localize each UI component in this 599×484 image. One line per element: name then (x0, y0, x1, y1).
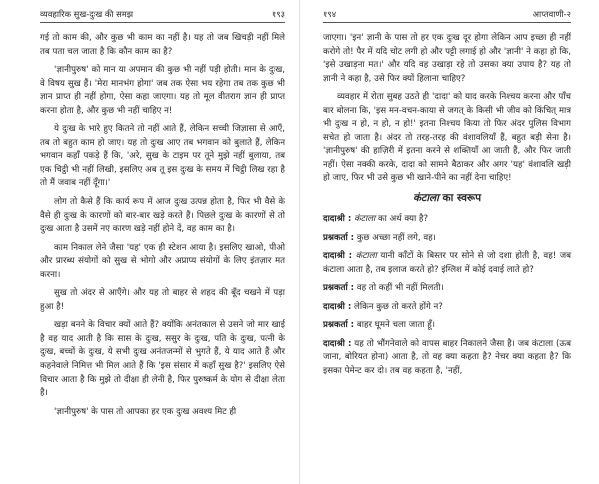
left-paragraph: सुख तो अंदर से आएँगे। और यह तो बाहर से शहद की बूँद चखने में पड़ा हुआ है! (40, 288, 285, 312)
dialogue-text: लेकिन कुछ तो करते होंगे न? (351, 301, 443, 312)
left-paragraph: काम निकाल लेने जैसा 'यह' एक ही स्टेशन आया है। इसलिए खाओ, पीओ और प्रारब्ध संयोगों को सुख से भोगो और अप्राप्य संयोगों के लिए इंतज़ार मत करना। (40, 242, 285, 280)
dialogue-text: बाहर घूमने चला जाता हूँ। (354, 320, 436, 331)
dialogue-line (323, 301, 571, 315)
left-paragraph: खड़ा बनने के विचार क्यों आते हैं? क्योंकि अनंतकाल से उसने जो मार खाई है वह याद आती है कि सास के दुःख, ससुर के दुःख, पति के दुःख, पत्नी के दुःख, बच्चों के दुःख, ये सभी दुःख अनंतजन्मों से भुगते हैं, ये याद आते हैं और कहनेवाले निमित्त भी मिल आते हैं कि 'इस संसार में कहाँ सुख है?' इसलिए ऐसे विचार आता है कि मुझे तो दीक्षा ही लेनी है, फिर पुरुष्कर्म के योग से दीक्षा लेता है। (40, 320, 285, 399)
dialogue-line (323, 338, 571, 379)
left-page-number: १९३ (271, 9, 285, 19)
dialogue-text-cont: का अर्थ क्या है? (375, 214, 429, 225)
left-paragraph: ये दुःख के भारे हुए कितने तो नहीं आते हैं, लेकिन सच्ची जिज्ञासा से आएँ, तब तो बहुत काम हो जाए। यह तो दुःख आए तब भगवान को बुलाते हैं, लेकिन भगवान कहाँ पकड़े हैं कि, 'अरे, सुख के टाइम पर तूने मुझे नहीं बुलाया, तब एक चिट्ठी भी नहीं लिखी, इसलिए अब तू इस दुःख के समय में चिट्ठी लिख रहा है तो मैं जवाब नहीं दूँगा।' (40, 124, 285, 189)
dialogue-line (323, 232, 571, 246)
left-header-title: व्यवहारिक सुख-दुःख की समझ (40, 9, 134, 19)
dialogue-highlight: कंटाला (355, 251, 377, 262)
dialogue-speaker: दादाश्री : (323, 214, 352, 225)
right-page-number: १९४ (323, 9, 337, 19)
dialogue-line (323, 250, 571, 277)
dialogue-list (323, 213, 571, 378)
right-paragraph: व्यवहार में रोता सुबह उठते ही 'दादा' को याद करके निश्चय करना और पाँच बार बोलना कि, 'इस मन-वचन-काया से जगत् के किसी भी जीव को किंचित् मात्र भी दुःख न हो, न हो, न हो!' इतना निश्चय किया तो फिर अंदर पुलिस विभाग सचेत हो जाता है। अंदर तो तरह-तरह की वंशावलियाँ हैं, बहुत बड़ी सेना है। 'ज्ञानीपुरुष' की हाज़िरी में इतना करने से शक्तियाँ आ जाती हैं, और फिर जाती नहीं। ऐसा नक्की करके, दादा को सामने बैठाकर और अगर 'यह' वंशावलि खड़ी हो जाए, फिर भी उसे कुछ भी खाने-पीने का नहीं देना चाहिए! (323, 92, 571, 184)
left-paragraph: 'ज्ञानीपुरुष' के पास तो आपका हर एक दुःख अवश्य मिट ही (54, 406, 237, 417)
left-page (0, 0, 299, 484)
dialogue-speaker: प्रश्नकर्ता : (323, 320, 355, 331)
right-page (299, 0, 598, 484)
dialogue-text: यह तो भौंगनेवाले को वापस बाहर निकालने जैसा है। जब कंटाला (ऊब जाना, बोरियत होना) आता है, तो वह क्या कहता है? नेचर क्या कहता है? कि इसका पेमेन्ट कर दो। तब वह कहता है, 'नहीं, (323, 338, 571, 376)
dialogue-line (323, 319, 571, 333)
section-title-italic: कंटाला (412, 192, 439, 205)
left-paragraph: गई तो काम की, और कुछ भी काम का नहीं है। यह तो जब खिचड़ी नहीं मिले तब पता चल जाता है कि कौन काम का है? (40, 33, 285, 57)
right-paragraph: जाएगा। 'इन' ज्ञानी के पास तो हर एक दुःख दूर होगा लेकिन आप इच्छा ही नहीं करोगे तो! पैर में यदि चोट लगी हो और पट्टी लगाई हो और 'ज्ञानी' ने कहा हो कि, 'इसे उखाड़ना मत।' और यदि वह उखाड़ा रहे तो उसका क्या उपाय है? यह तो ज्ञानी ने कहा है, उसे फिर क्यों हिलाना चाहिए? (323, 33, 571, 84)
dialogue-highlight: कंटाला (354, 214, 376, 225)
dialogue-speaker: दादाश्री : (323, 251, 353, 262)
right-header-title: आप्तवाणी-२ (532, 9, 571, 19)
left-paragraph: 'ज्ञानीपुरुष' को मान या अपमान की कुछ भी नहीं पड़ी होती। मान के दुःख, वे विषय सुख हैं। 'मेरा मानभंग होगा' जब तक ऐसा भय रहेगा तब तक कुछ भी ज्ञान प्राप्त ही नहीं होगा, ऐसा कहा जाएगा। यह तो मूल वीतराग ज्ञान ही प्राप्त करना होता है, और कुछ भी नहीं चाहिए न! (40, 65, 285, 116)
dialogue-text-cont: यानी काँटों के बिस्तर पर सोने से जो दशा होती है, वह! जब कंटाला आता है, तब इलाज करते हो? इंग्लिश में कोई दवाई लाते हो? (323, 251, 571, 275)
dialogue-line (323, 213, 571, 227)
dialogue-text: कुछ अच्छा नहीं लगे, वह। (354, 232, 436, 243)
left-page-header (40, 8, 285, 23)
dialogue-speaker: प्रश्नकर्ता : (323, 232, 355, 243)
section-title-rest: का स्वरूप (438, 192, 482, 205)
dialogue-speaker: दादाश्री : (323, 301, 352, 312)
section-title (323, 191, 571, 205)
dialogue-speaker: प्रश्नकर्ता : (323, 283, 355, 294)
dialogue-speaker: दादाश्री : (323, 338, 352, 349)
dialogue-line (323, 282, 571, 296)
left-paragraph: लोग तो कैसे हैं कि कार्य रूप में आज दुःख उत्पन्न होता है, फिर भी वैसे के वैसे ही दुःख के कारणों को बार-बार खड़े करते हैं। पिछले दुःख के कारणों से तो दुःख आता है उसमें नए कारण खड़े नहीं होने दें, वह काम का है। (40, 197, 285, 235)
right-page-header (323, 8, 571, 23)
dialogue-text: वह तो कहीं भी नहीं मिलती। (354, 283, 444, 294)
